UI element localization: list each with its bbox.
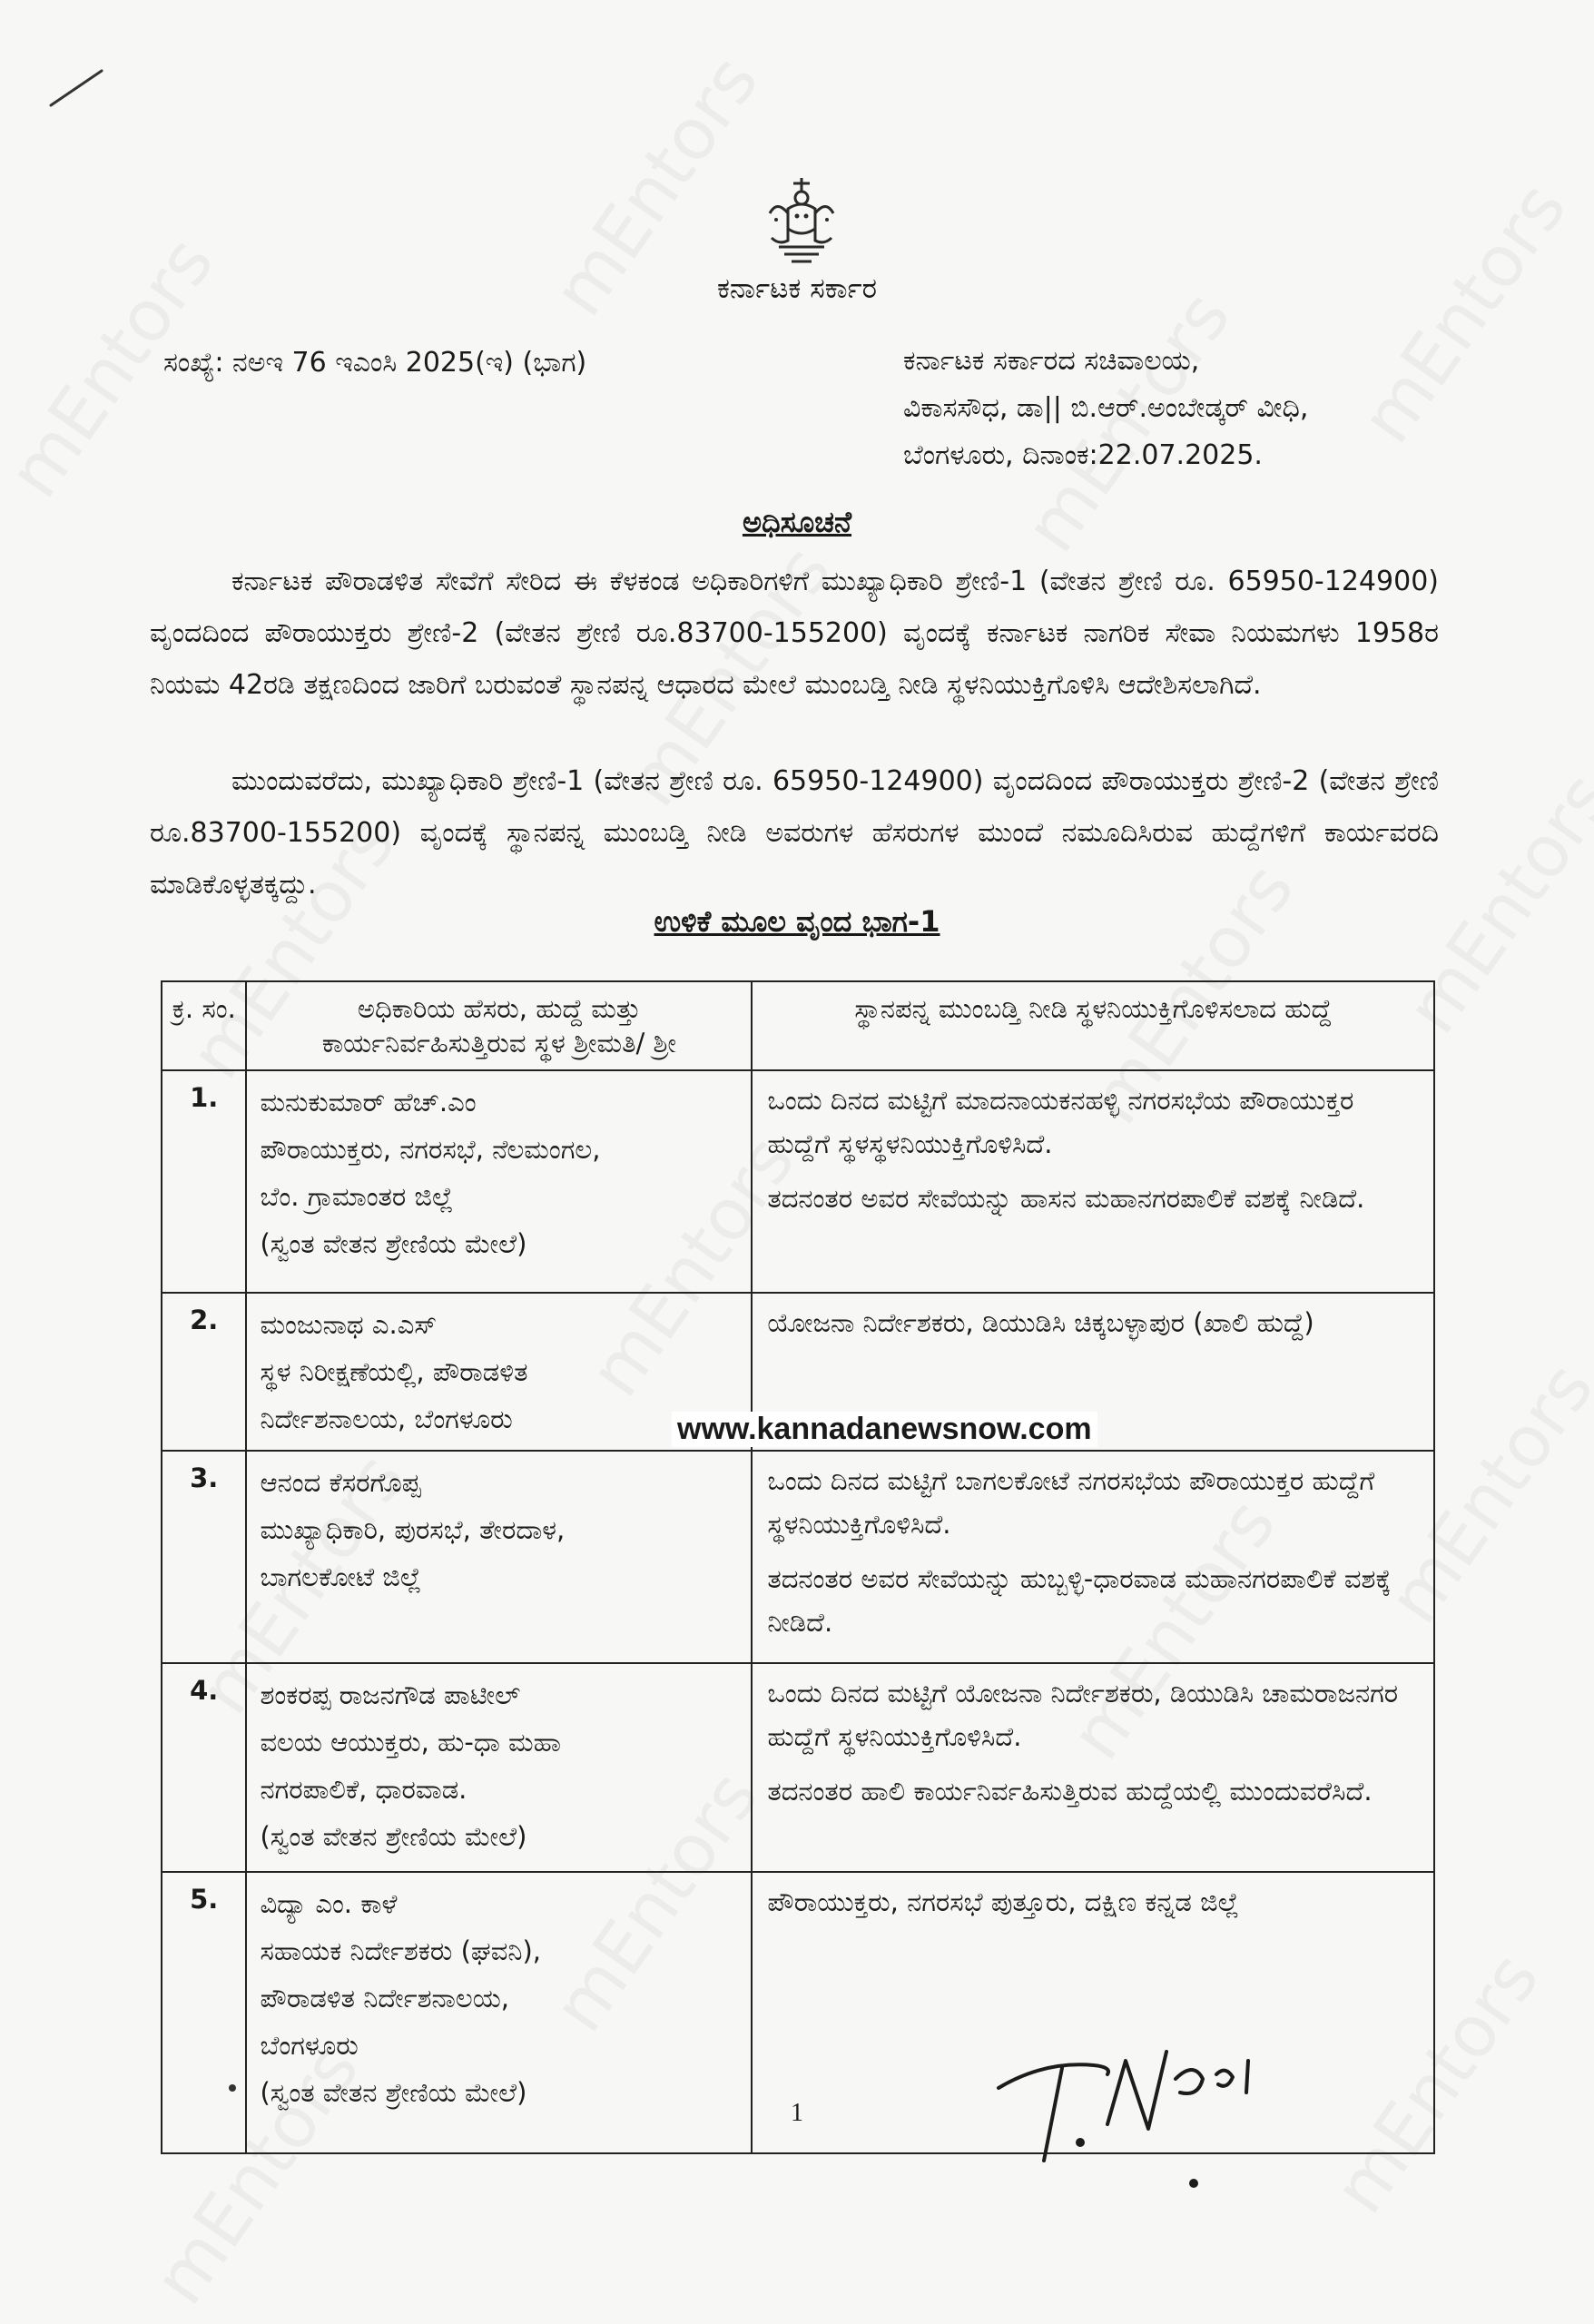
posting-cell — [752, 1451, 1434, 1663]
karnataka-emblem-icon — [752, 172, 851, 272]
officer-detail-line: ವಲಯ ಆಯುಕ್ತರು, ಹು-ಧಾ ಮಹಾ — [260, 1727, 561, 1758]
officer-name: ವಿದ್ಯಾ ಎಂ. ಕಾಳೆ — [260, 1888, 398, 1919]
government-title: ಕರ್ನಾಟಕ ಸರ್ಕಾರ — [716, 272, 878, 305]
officer-name: ಆನಂದ ಕೆಸರಗೊಪ್ಪ — [260, 1467, 421, 1498]
address-line-3: ಬೆಂಗಳೂರು, ದಿನಾಂಕ:22.07.2025. — [903, 439, 1263, 471]
officer-detail-line: (ಸ್ವಂತ ವೇತನ ಶ್ರೇಣಿಯ ಮೇಲೆ) — [260, 2077, 527, 2108]
officer-posting-table — [161, 980, 1435, 2154]
officer-detail-line: (ಸ್ವಂತ ವೇತನ ಶ್ರೇಣಿಯ ಮೇಲೆ) — [260, 1821, 527, 1852]
table-row — [162, 1451, 1434, 1663]
officer-detail-line: ಮುಖ್ಯಾಧಿಕಾರಿ, ಪುರಸಭೆ, ತೇರದಾಳ, — [260, 1514, 566, 1545]
officer-cell — [246, 1663, 752, 1872]
officer-detail-line: (ಸ್ವಂತ ವೇತನ ಶ್ರೇಣಿಯ ಮೇಲೆ) — [260, 1228, 527, 1259]
officer-detail-line: ನಿರ್ದೇಶನಾಲಯ, ಬೆಂಗಳೂರು — [260, 1403, 513, 1434]
officer-detail-line: ಪೌರಾಯುಕ್ತರು, ನಗರಸಭೆ, ನೆಲಮಂಗಲ, — [260, 1134, 601, 1165]
row-serial: 1. — [162, 1070, 246, 1293]
posting-text: ಒಂದು ದಿನದ ಮಟ್ಟಿಗೆ ಬಾಗಲಕೋಟೆ ನಗರಸಭೆಯ ಪೌರಾಯುಕ್ತರ ಹುದ್ದೆಗೆ ಸ್ಥಳನಿಯುಕ್ತಿಗೊಳಿಸಿದೆ. — [767, 1465, 1375, 1540]
posting-text: ತದನಂತರ ಅವರ ಸೇವೆಯನ್ನು ಹುಬ್ಬಳ್ಳಿ-ಧಾರವಾಡ ಮಹಾನಗರಪಾಲಿಕೆ ವಶಕ್ಕೆ ನೀಡಿದೆ. — [767, 1563, 1392, 1638]
officer-detail-line: ನಗರಪಾಲಿಕೆ, ಧಾರವಾಡ. — [260, 1774, 467, 1805]
officer-detail-line: ಬೆಂಗಳೂರು — [260, 2030, 359, 2061]
section-title: ಉಳಿಕೆ ಮೂಲ ವೃಂದ ಭಾಗ-1 — [654, 904, 940, 939]
posting-cell — [752, 1070, 1434, 1293]
header-posting: ಸ್ಥಾನಪನ್ನ ಮುಂಬಡ್ತಿ ನೀಡಿ ಸ್ಥಳನಿಯುಕ್ತಿಗೊಳಿಸಲಾದ ಹುದ್ದೆ — [752, 981, 1434, 1070]
table-row — [162, 1663, 1434, 1872]
header-officer: ಅಧಿಕಾರಿಯ ಹೆಸರು, ಹುದ್ದೆ ಮತ್ತು ಕಾರ್ಯನಿರ್ವಹಿಸುತ್ತಿರುವ ಸ್ಥಳ ಶ್ರೀಮತಿ/ ಶ್ರೀ — [246, 981, 752, 1070]
officer-detail-line: ಬಾಗಲಕೋಟೆ ಜಿಲ್ಲೆ — [260, 1561, 422, 1592]
reference-number: ಸಂಖ್ಯೆ: ನಅಇ 76 ಇಎಂಸಿ 2025(ಇ) (ಭಾಗ) — [163, 347, 587, 379]
officer-detail-line: ಪೌರಾಡಳಿತ ನಿರ್ದೇಶನಾಲಯ, — [260, 1983, 509, 2014]
table-body — [162, 1070, 1434, 2153]
posting-cell — [752, 1663, 1434, 1872]
posting-text: ತದನಂತರ ಅವರ ಸೇವೆಯನ್ನು ಹಾಸನ ಮಹಾನಗರಪಾಲಿಕೆ ವಶಕ್ಕೆ ನೀಡಿದೆ. — [767, 1183, 1365, 1214]
officer-detail-line: ಸ್ಥಳ ನಿರೀಕ್ಷಣೆಯಲ್ಲಿ, ಪೌರಾಡಳಿತ — [260, 1356, 528, 1387]
row-serial: 5. — [162, 1872, 246, 2153]
officer-cell — [246, 1451, 752, 1663]
watermark-text — [1346, 169, 1583, 458]
row-serial: 2. — [162, 1293, 246, 1451]
posting-text: ತದನಂತರ ಹಾಲಿ ಕಾರ್ಯನಿರ್ವಹಿಸುತ್ತಿರುವ ಹುದ್ದೆಯಲ್ಲಿ ಮುಂದುವರೆಸಿದೆ. — [767, 1776, 1373, 1807]
row-serial: 3. — [162, 1451, 246, 1663]
notification-title: ಅಧಿಸೂಚನೆ — [742, 505, 852, 539]
posting-text: ಒಂದು ದಿನದ ಮಟ್ಟಿಗೆ ಮಾದನಾಯಕನಹಳ್ಳಿ ನಗರಸಭೆಯ ಪೌರಾಯುಕ್ತರ ಹುದ್ದೆಗೆ ಸ್ಥಳಸ್ಥಳನಿಯುಕ್ತಿಗೊಳಿಸಿದೆ. — [767, 1085, 1354, 1159]
officer-detail-line: ಬೆಂ. ಗ್ರಾಮಾಂತರ ಜಿಲ್ಲೆ — [260, 1181, 454, 1212]
page-number: 1 — [791, 2099, 803, 2127]
row-serial: 4. — [162, 1663, 246, 1872]
website-watermark: www.kannadanewsnow.com — [672, 1412, 1097, 1447]
table-header-row — [162, 981, 1434, 1070]
address-line-1: ಕರ್ನಾಟಕ ಸರ್ಕಾರದ ಸಚಿವಾಲಯ, — [903, 345, 1200, 377]
officer-name: ಮನುಕುಮಾರ್ ಹೆಚ್.ಎಂ — [260, 1087, 477, 1118]
ink-dot — [229, 2084, 236, 2092]
posting-text: ಯೋಜನಾ ನಿರ್ದೇಶಕರು, ಡಿಯುಡಿಸಿ ಚಿಕ್ಕಬಳ್ಳಾಪುರ (ಖಾಲಿ ಹುದ್ದೆ) — [767, 1307, 1314, 1338]
notification-paragraph-1: ಕರ್ನಾಟಕ ಪೌರಾಡಳಿತ ಸೇವೆಗೆ ಸೇರಿದ ಈ ಕೆಳಕಂಡ ಅಧಿಕಾರಿಗಳಿಗೆ ಮುಖ್ಯಾಧಿಕಾರಿ ಶ್ರೇಣಿ-1 (ವೇತನ ಶ್ರೇಣಿ ರೂ. 65950-124900) ವೃಂದದಿಂದ ಪೌರಾಯುಕ್ತರು ಶ್ರೇಣಿ-2 (ವೇತನ ಶ್ರೇಣಿ ರೂ.83700-155200) ವೃಂದಕ್ಕೆ ಕರ್ನಾಟಕ ನಾಗರಿಕ ಸೇವಾ ನಿಯಮಗಳು 1958ರ ನಿಯಮ 42ರಡಿ ತಕ್ಷಣದಿಂದ ಜಾರಿಗೆ ಬರುವಂತೆ ಸ್ಥಾನಪನ್ನ ಆಧಾರದ ಮೇಲೆ ಮುಂಬಡ್ತಿ ನೀಡಿ ಸ್ಥಳನಿಯುಕ್ತಿಗೊಳಿಸಿ ಆದೇಶಿಸಲಾಗಿದೆ. — [150, 566, 1439, 701]
officer-cell — [246, 1070, 752, 1293]
officer-detail-line: ಸಹಾಯಕ ನಿರ್ದೇಶಕರು (ಘವನಿ), — [260, 1935, 541, 1966]
pen-mark-icon — [45, 65, 109, 111]
posting-text: ಒಂದು ದಿನದ ಮಟ್ಟಿಗೆ ಯೋಜನಾ ನಿರ್ದೇಶಕರು, ಡಿಯುಡಿಸಿ ಚಾಮರಾಜನಗರ ಹುದ್ದೆಗೆ ಸ್ಥಳನಿಯುಕ್ತಿಗೊಳಿಸಿದೆ. — [767, 1678, 1399, 1752]
signature-image — [989, 2024, 1289, 2197]
officer-name: ಶಂಕರಪ್ಪ ರಾಜನಗೌಡ ಪಾಟೀಲ್ — [260, 1679, 521, 1710]
secretariat-address — [903, 338, 1308, 479]
notification-paragraph-2: ಮುಂದುವರೆದು, ಮುಖ್ಯಾಧಿಕಾರಿ ಶ್ರೇಣಿ-1 (ವೇತನ ಶ್ರೇಣಿ ರೂ. 65950-124900) ವೃಂದದಿಂದ ಪೌರಾಯುಕ್ತರು ಶ್ರೇಣಿ-2 (ವೇತನ ಶ್ರೇಣಿ ರೂ.83700-155200) ವೃಂದಕ್ಕೆ ಸ್ಥಾನಪನ್ನ ಮುಂಬಡ್ತಿ ನೀಡಿ ಅವರುಗಳ ಹೆಸರುಗಳ ಮುಂದೆ ನಮೂದಿಸಿರುವ ಹುದ್ದೆಗಳಿಗೆ ಕಾರ್ಯವರದಿ ಮಾಡಿಕೊಳ್ಳತಕ್ಕದ್ದು. — [150, 765, 1439, 901]
posting-text: ಪೌರಾಯುಕ್ತರು, ನಗರಸಭೆ ಪುತ್ತೂರು, ದಕ್ಷಿಣ ಕನ್ನಡ ಜಿಲ್ಲೆ — [767, 1886, 1240, 1917]
header-serial: ಕ್ರ. ಸಂ. — [162, 981, 246, 1070]
officer-name: ಮಂಜುನಾಥ ಎ.ಎಸ್ — [260, 1309, 438, 1340]
address-line-2: ವಿಕಾಸಸೌಧ, ಡಾ|| ಬಿ.ಆರ್.ಅಂಬೇಡ್ಕರ್ ವೀಧಿ, — [903, 392, 1309, 424]
table-row — [162, 1070, 1434, 1293]
